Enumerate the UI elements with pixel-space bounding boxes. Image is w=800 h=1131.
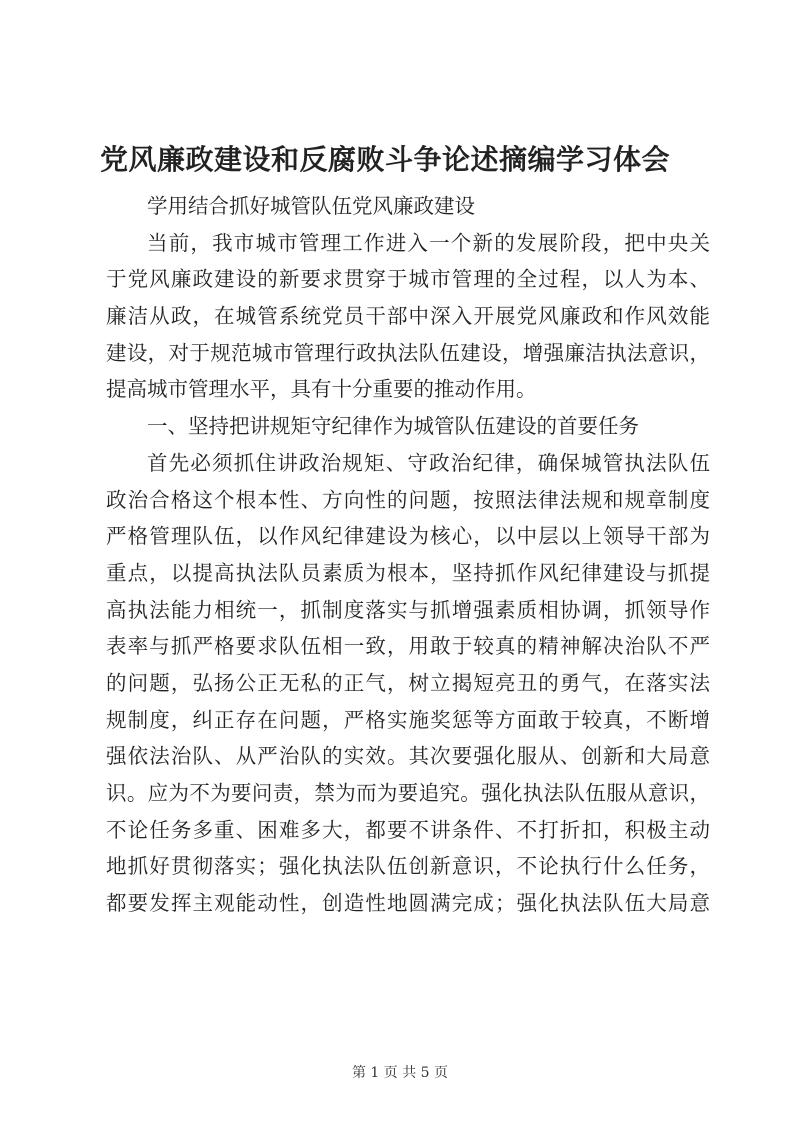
body-line: 表率与抓严格要求队伍相一致，用敢于较真的精神解决治队不严	[106, 634, 710, 659]
body-line: 识。应为不为要问责，禁为而为要追究。强化执法队伍服从意识，	[106, 781, 710, 805]
document-body	[106, 188, 710, 922]
body-line: 都要发挥主观能动性，创造性地圆满完成；强化执法队伍大局意	[106, 891, 710, 916]
body-line: 当前，我市城市管理工作进入一个新的发展阶段，把中央关	[147, 230, 710, 255]
body-line: 学用结合抓好城管队伍党风廉政建设	[147, 194, 475, 218]
body-line: 不论任务多重、困难多大，都要不讲条件、不打折扣，积极主动	[106, 817, 710, 842]
document-title: 党风廉政建设和反腐败斗争论述摘编学习体会	[100, 143, 671, 176]
body-line: 强依法治队、从严治队的实效。其次要强化服从、创新和大局意	[106, 744, 710, 769]
body-line: 一、坚持把讲规矩守纪律作为城管队伍建设的首要任务	[147, 414, 639, 439]
body-line: 高执法能力相统一，抓制度落实与抓增强素质相协调，抓领导作	[106, 597, 710, 622]
body-line: 提高城市管理水平，具有十分重要的推动作用。	[106, 377, 537, 402]
body-line: 建设，对于规范城市管理行政执法队伍建设，增强廉洁执法意识，	[106, 340, 710, 365]
body-line: 重点，以提高执法队员素质为根本，坚持抓作风纪律建设与抓提	[106, 560, 710, 585]
body-line: 的问题，弘扬公正无私的正气，树立揭短亮丑的勇气，在落实法	[106, 670, 710, 695]
body-line: 规制度，纠正存在问题，严格实施奖惩等方面敢于较真，不断增	[106, 707, 710, 732]
body-line: 地抓好贯彻落实；强化执法队伍创新意识，不论执行什么任务，	[106, 854, 710, 879]
body-line: 廉洁从政，在城管系统党员干部中深入开展党风廉政和作风效能	[106, 304, 710, 329]
body-line: 首先必须抓住讲政治规矩、守政治纪律，确保城管执法队伍	[147, 450, 710, 475]
body-line: 严格管理队伍，以作风纪律建设为核心，以中层以上领导干部为	[106, 524, 710, 549]
body-line: 于党风廉政建设的新要求贯穿于城市管理的全过程，以人为本、	[106, 267, 710, 292]
page-footer: 第 1 页 共 5 页	[351, 1065, 449, 1081]
body-line: 政治合格这个根本性、方向性的问题，按照法律法规和规章制度	[106, 487, 710, 512]
